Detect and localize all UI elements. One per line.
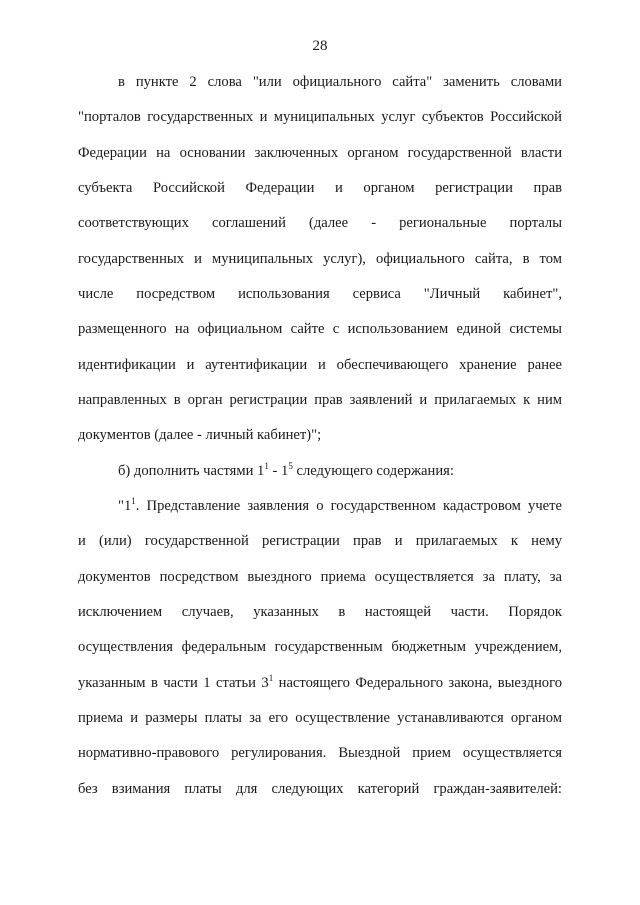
paragraph-line: исключением случаев, указанных в настоящей части. Порядок — [78, 604, 562, 620]
line-text: . Представление заявления о государственном кадастровом учете — [135, 498, 562, 514]
paragraph-line: размещенного на официальном сайте с использованием единой системы — [78, 321, 562, 337]
paragraph-line — [118, 496, 562, 516]
paragraph-line: документов (далее - личный кабинет)"; — [78, 427, 322, 443]
paragraph-line: Федерации на основании заключенных органом государственной власти — [78, 145, 562, 161]
paragraph-line: "порталов государственных и муниципальных услуг субъектов Российской — [78, 109, 562, 125]
superscript: 5 — [288, 461, 293, 471]
paragraph-line: идентификации и аутентификации и обеспечивающего хранение ранее — [78, 357, 562, 373]
paragraph-line: в пункте 2 слова "или официального сайта" заменить словами — [118, 74, 562, 90]
paragraph-line — [118, 461, 562, 481]
paragraph-line: приема и размеры платы за его осуществление устанавливаются органом — [78, 710, 562, 726]
line-text: настоящего Федерального закона, выездного — [273, 675, 562, 691]
paragraph-line: документов посредством выездного приема осуществляется за плату, за — [78, 569, 562, 585]
paragraph-line: без взимания платы для следующих категорий граждан-заявителей: — [78, 781, 562, 797]
line-text: указанным в части 1 статьи 3 — [78, 675, 269, 691]
paragraph-line: числе посредством использования сервиса "Личный кабинет", — [78, 286, 562, 302]
superscript: 1 — [268, 673, 274, 683]
paragraph-line: соответствующих соглашений (далее - региональные порталы — [78, 215, 562, 231]
paragraph-line: субъекта Российской Федерации и органом регистрации прав — [78, 180, 562, 196]
line-text: "1 — [118, 498, 132, 514]
paragraph-line: направленных в орган регистрации прав заявлений и прилагаемых к ним — [78, 392, 562, 408]
page-number: 28 — [312, 38, 328, 54]
paragraph-line: и (или) государственной регистрации прав и прилагаемых к нему — [78, 533, 562, 549]
line-text: следующего содержания: — [292, 463, 454, 479]
superscript: 1 — [131, 496, 136, 506]
paragraph-line: нормативно-правового регулирования. Выездной прием осуществляется — [78, 745, 562, 761]
paragraph-line — [78, 673, 562, 693]
superscript: 1 — [264, 461, 269, 471]
paragraph-line: осуществления федеральным государственным бюджетным учреждением, — [78, 639, 562, 655]
line-text: - 1 — [268, 463, 289, 479]
paragraph-line: государственных и муниципальных услуг), официального сайта, в том — [78, 251, 562, 267]
line-text: б) дополнить частями 1 — [118, 463, 265, 479]
